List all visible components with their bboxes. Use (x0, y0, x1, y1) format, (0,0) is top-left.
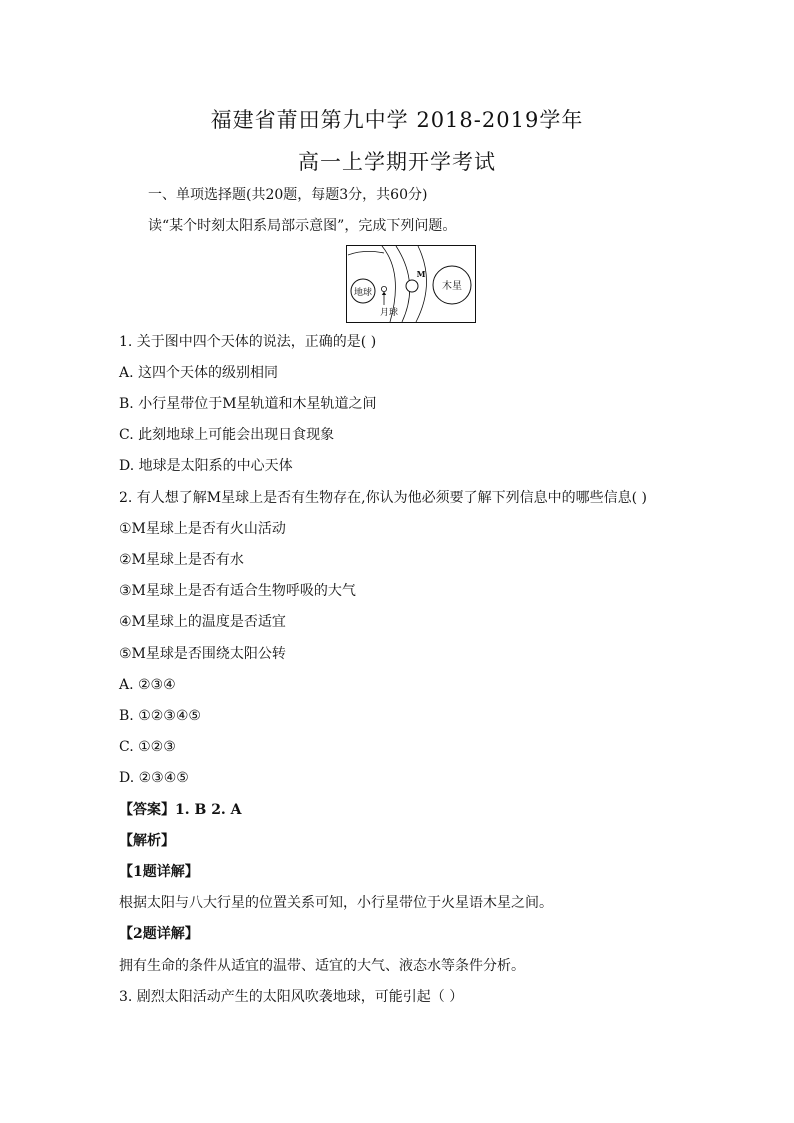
detail-1-text: 根据太阳与八大行星的位置关系可知，小行星带位于火星语木星之间。 (119, 895, 553, 911)
label-m: M (416, 269, 426, 279)
question-2-item-3: ③M星球上是否有适合生物呼吸的大气 (119, 583, 356, 599)
moon-circle (381, 286, 386, 291)
question-2-item-5: ⑤M星球是否围绕太阳公转 (119, 646, 286, 662)
label-jupiter: 木星 (442, 281, 462, 292)
analysis-heading: 【解析】 (119, 833, 175, 849)
detail-1-heading: 【1题详解】 (119, 864, 199, 880)
question-1-option-c: C. 此刻地球上可能会出现日食现象 (119, 427, 335, 443)
question-1-option-d: D. 地球是太阳系的中心天体 (119, 458, 293, 474)
answer-line: 【答案】1. B 2. A (119, 802, 242, 818)
detail-2-text: 拥有生命的条件从适宜的温带、适宜的大气、液态水等条件分析。 (119, 958, 525, 974)
question-2-option-c: C. ①②③ (119, 739, 176, 755)
question-2-item-4: ④M星球上的温度是否适宜 (119, 614, 286, 630)
question-2-option-d: D. ②③④⑤ (119, 770, 189, 786)
question-2-stem: 2. 有人想了解M星球上是否有生物存在,你认为他必须要了解下列信息中的哪些信息( ) (119, 490, 647, 506)
document-title: 福建省莆田第九中学 2018-2019学年 (210, 108, 584, 132)
label-earth: 地球 (353, 288, 373, 298)
question-2-option-b: B. ①②③④⑤ (119, 708, 201, 724)
question-intro: 读“某个时刻太阳系局部示意图”，完成下列问题。 (148, 218, 457, 234)
question-1-option-b: B. 小行星带位于M星轨道和木星轨道之间 (119, 396, 377, 412)
question-2-item-1: ①M星球上是否有火山活动 (119, 521, 286, 537)
solar-system-diagram (346, 245, 476, 323)
section-heading: 一、单项选择题(共20题，每题3分，共60分) (148, 187, 428, 203)
question-1-option-a: A. 这四个天体的级别相同 (119, 365, 279, 381)
question-2-option-a: A. ②③④ (119, 677, 176, 693)
label-moon: 月球 (379, 308, 399, 318)
document-subtitle: 高一上学期开学考试 (298, 150, 496, 174)
question-3-stem: 3. 剧烈太阳活动产生的太阳风吹袭地球，可能引起（ ） (119, 989, 464, 1005)
question-2-item-2: ②M星球上是否有水 (119, 552, 244, 568)
detail-2-heading: 【2题详解】 (119, 926, 199, 942)
m-planet-circle (406, 280, 418, 292)
question-1-stem: 1. 关于图中四个天体的说法，正确的是( ) (119, 334, 377, 350)
